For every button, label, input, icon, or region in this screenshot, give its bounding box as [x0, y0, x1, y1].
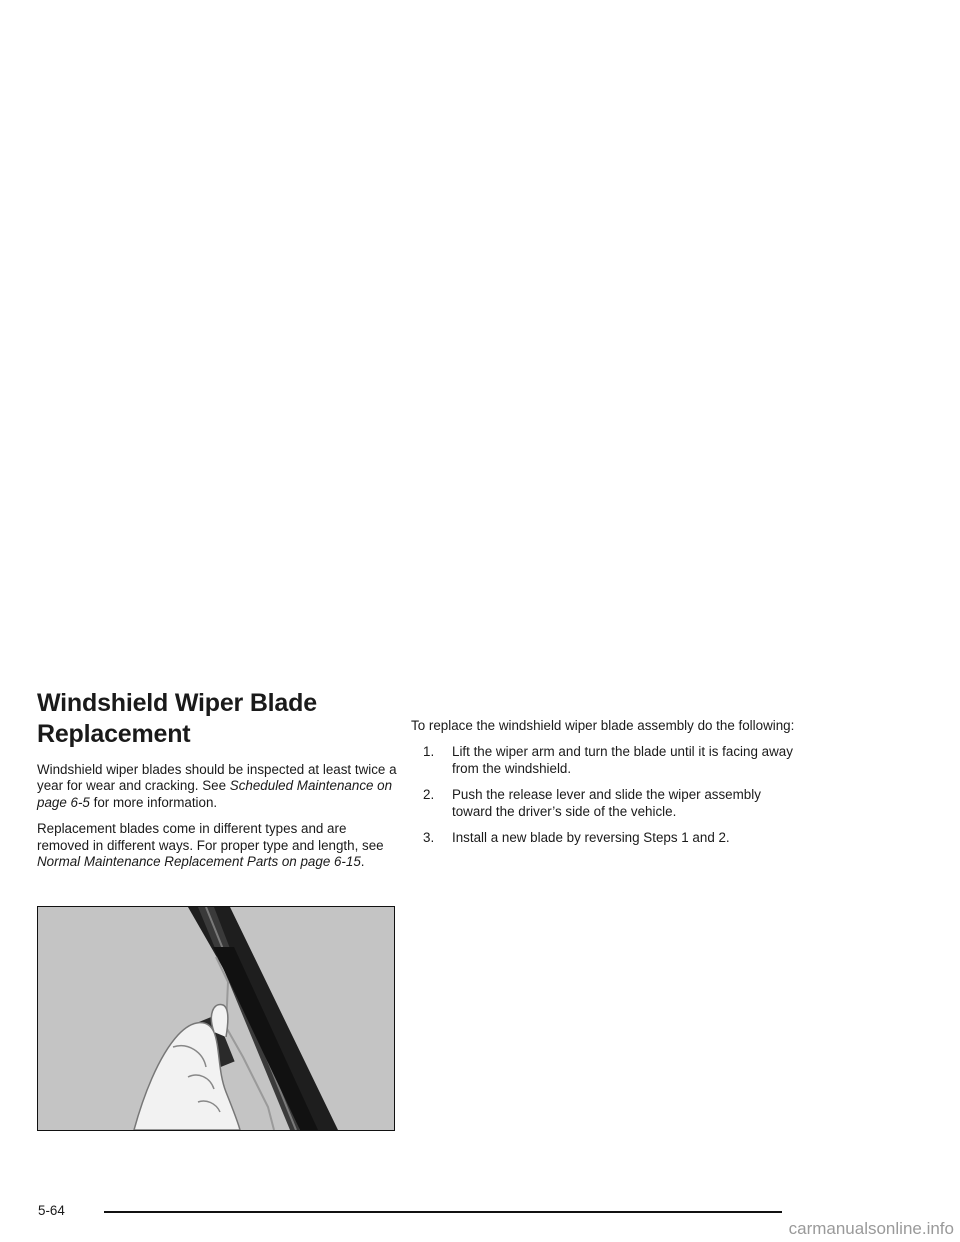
list-item: [411, 744, 801, 777]
step-number: 2.: [423, 787, 435, 803]
steps-intro: To replace the windshield wiper blade assembly do the following:: [411, 718, 795, 733]
paragraph-text: Windshield wiper blades should be inspected at least twice a year for wear and cracking. See: [37, 762, 397, 794]
right-column: [411, 718, 801, 856]
paragraph-inspection: [37, 762, 397, 811]
wiper-blade-photo: [38, 907, 394, 1130]
footer-divider: [104, 1211, 782, 1213]
list-item: [411, 787, 801, 820]
step-number: 3.: [423, 830, 435, 846]
cross-reference-link[interactable]: Scheduled Maintenance on page 6-5: [37, 778, 393, 810]
title-line-2: Replacement: [37, 720, 191, 748]
paragraph-text: for more information.: [89, 794, 218, 810]
step-text: Lift the wiper arm and turn the blade until it is facing away from the windshield.: [452, 744, 793, 776]
left-column: [37, 688, 397, 880]
list-item: [411, 830, 801, 846]
step-number: 1.: [423, 744, 435, 760]
paragraph-text: Replacement blades come in different types and are removed in different ways. For proper type and length, see: [37, 821, 384, 853]
paragraph-text: .: [360, 854, 365, 870]
steps-list: [411, 744, 801, 846]
section-title: [37, 688, 397, 750]
paragraph-replacement: [37, 821, 397, 870]
step-text: Push the release lever and slide the wiper assembly toward the driver’s side of the vehicle.: [452, 787, 761, 819]
watermark: carmanualsonline.info: [788, 1219, 954, 1238]
page-number: 5-64: [38, 1203, 65, 1218]
cross-reference-link[interactable]: Normal Maintenance Replacement Parts on page 6-15: [37, 854, 361, 870]
wiper-blade-illustration: [37, 906, 395, 1131]
step-text: Install a new blade by reversing Steps 1 and 2.: [452, 830, 730, 846]
title-line-1: Windshield Wiper Blade: [37, 689, 317, 717]
